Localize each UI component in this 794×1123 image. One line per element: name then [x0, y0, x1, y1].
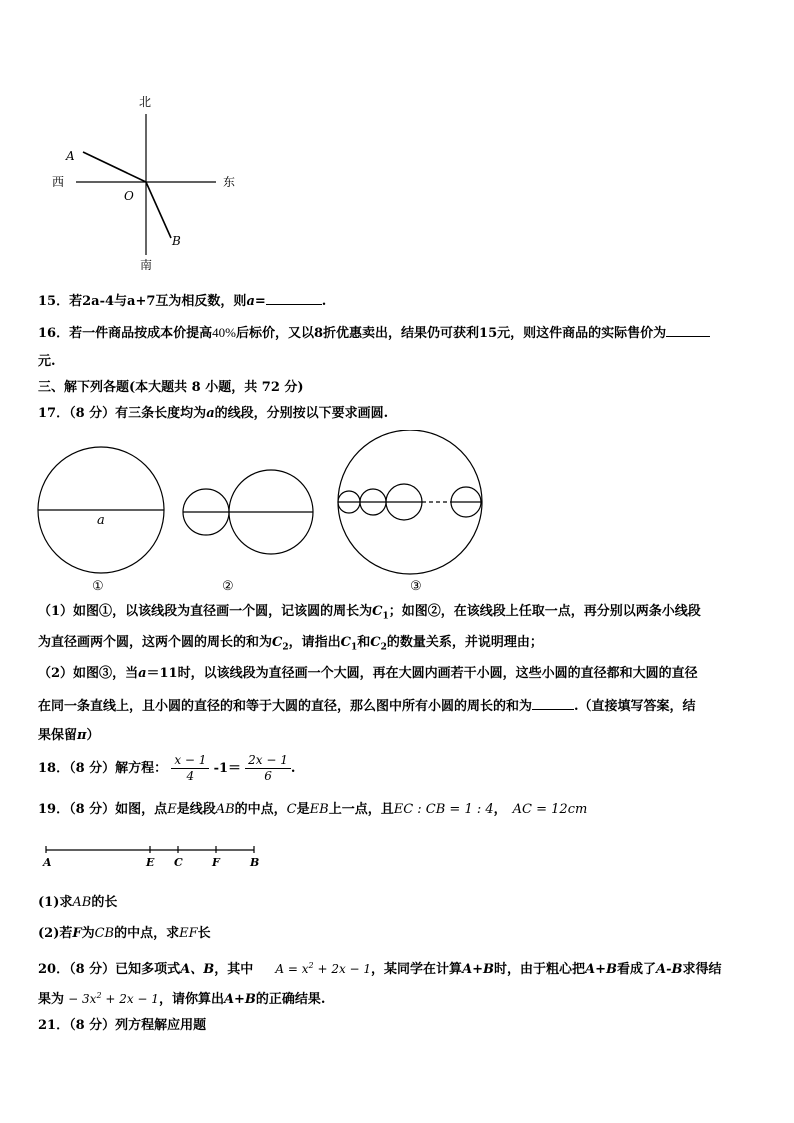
answer-blank-16[interactable]: [666, 322, 710, 337]
expression-a: $A = x^2 + 2x - 1$: [275, 961, 372, 976]
segment-figure: [38, 840, 268, 870]
seg-label-a: A: [43, 856, 52, 869]
seg-label-b: B: [250, 856, 260, 869]
question-17-part-2-line-3: 果保留π）: [38, 728, 100, 743]
question-19: 19．（8 分）如图，点E是线段AB的中点，C是EB上一点，且EC : CB = 1 : 4， AC = 12cm: [38, 802, 588, 817]
label-south: 南: [140, 258, 153, 272]
label-origin: O: [124, 189, 134, 203]
answer-blank-15[interactable]: [266, 290, 322, 305]
fraction-left: $\frac{x - 1}{4}$: [171, 753, 209, 784]
question-19-sub-2: (2)若F为CB的中点，求EF长: [38, 926, 211, 941]
question-15: 15．若2a-4与a+7互为相反数，则a= .: [38, 290, 326, 312]
question-20-line-2: 果为 − $3x^2 + 2x - 1$，请你算出A+B的正确结果.: [38, 991, 326, 1007]
fig1-label-a: a: [97, 513, 105, 528]
question-17-part-2-line-1: （2）如图③，当a＝11时，以该线段为直径画一个大圆，再在大圆内画若干小圆，这些小圆的直径都和大圆的直径: [38, 666, 698, 681]
compass-figure: [40, 90, 250, 275]
question-21: 21．（8 分）列方程解应用题: [38, 1018, 207, 1033]
section-header-3: 三、解下列各题(本大题共 8 小题，共 72 分): [38, 380, 304, 395]
question-17-part-1-line-1: （1）如图①，以该线段为直径画一个圆，记该圆的周长为$C_1$；如图②，在该线段上任取一点，再分别以两条小线段: [38, 604, 701, 622]
expression-result: − $3x^2 + 2x - 1$: [68, 991, 159, 1006]
label-west: 西: [52, 175, 65, 189]
label-east: 东: [223, 175, 236, 189]
answer-blank-17[interactable]: [532, 695, 574, 710]
ray-ob: [146, 182, 171, 238]
question-19-sub-1: (1)求AB的长: [38, 895, 118, 910]
fig3-number: ③: [410, 579, 422, 594]
question-17: 17．（8 分）有三条长度均为a的线段，分别按以下要求画圆.: [38, 406, 389, 421]
seg-label-f: F: [212, 856, 220, 869]
seg-label-e: E: [146, 856, 155, 869]
question-16-line-1: 16．若一件商品按成本价提高40%后标价，又以8折优惠卖出，结果仍可获利15元，则这件商品的实际售价为: [38, 322, 710, 344]
question-16-line-2: 元.: [38, 354, 56, 369]
ray-oa: [83, 152, 146, 182]
question-18: 18．（8 分）解方程： $\frac{x - 1}{4}$ -1＝ $\frac{2x - 1}{6}$ .: [38, 753, 296, 783]
circle-figures: [30, 430, 500, 598]
question-20-line-1: 20．（8 分）已知多项式A、B，其中 $A = x^2 + 2x - 1$，某同学在计算A+B时，由于粗心把A+B看成了A-B求得结: [38, 961, 722, 977]
label-point-b: B: [172, 234, 181, 248]
label-point-a: A: [66, 149, 75, 163]
fig1-number: ①: [92, 579, 104, 594]
label-north: 北: [139, 95, 152, 109]
fraction-right: $\frac{2x - 1}{6}$: [245, 753, 291, 784]
question-17-part-2-line-2: 在同一条直线上，且小圆的直径的和等于大圆的直径，那么图中所有小圆的周长的和为 .（直接填写答案，结: [38, 695, 696, 717]
seg-label-c: C: [174, 856, 183, 869]
fig2-number: ②: [222, 579, 234, 594]
question-17-part-1-line-2: 为直径画两个圆，这两个圆的周长的和为$C_2$，请指出$C_1$和$C_2$的数量关系，并说明理由；: [38, 635, 543, 653]
